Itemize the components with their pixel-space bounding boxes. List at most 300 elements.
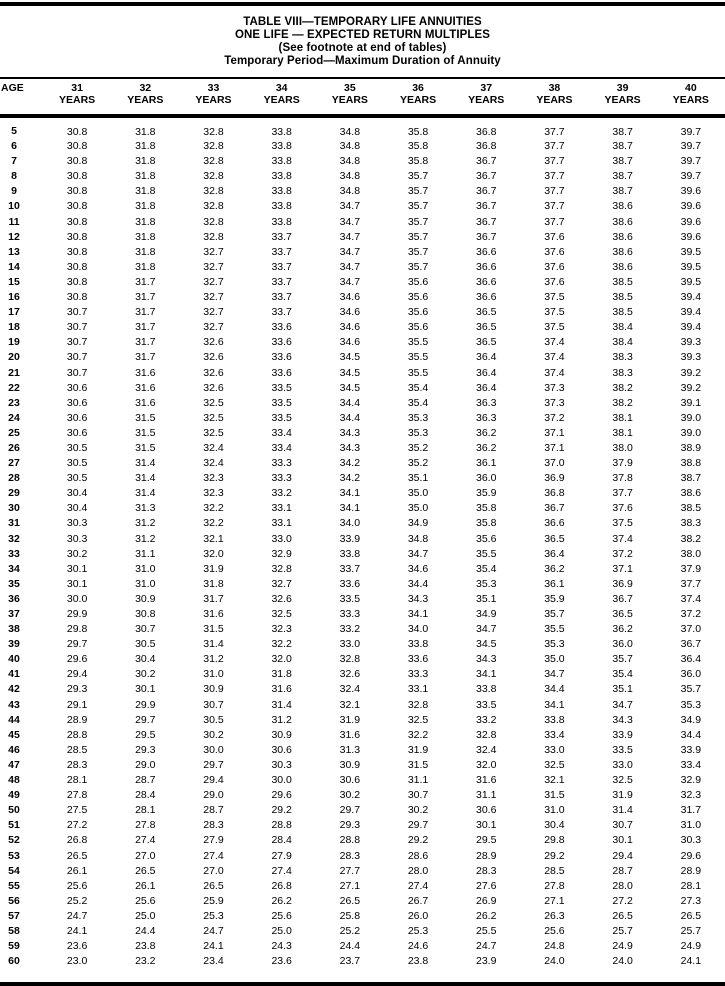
multiple-value-cell: 37.7 <box>612 487 633 500</box>
multiple-value-cell: 30.8 <box>66 230 88 243</box>
multiple-value-cell: 37.5 <box>544 291 565 304</box>
table-row <box>0 305 725 320</box>
age-cell: 47 <box>8 758 20 771</box>
multiple-value-cell: 37.9 <box>680 562 702 575</box>
multiple-value-cell: 31.5 <box>135 426 156 439</box>
multiple-value-cell: 30.6 <box>476 804 497 817</box>
year-unit-label: YEARS <box>127 93 164 106</box>
table-row <box>0 562 725 577</box>
multiple-value-cell: 39.4 <box>680 306 702 319</box>
age-cell: 56 <box>8 894 20 907</box>
multiple-value-cell: 34.3 <box>476 653 497 666</box>
multiple-value-cell: 37.6 <box>544 230 565 243</box>
multiple-value-cell: 38.3 <box>612 366 633 379</box>
multiple-value-cell: 31.8 <box>135 200 156 213</box>
multiple-value-cell: 35.3 <box>407 426 429 439</box>
table-body <box>0 116 725 969</box>
multiple-value-cell: 35.2 <box>407 457 429 470</box>
table-row <box>0 622 725 637</box>
year-column-header <box>316 78 384 116</box>
table-row <box>0 516 725 531</box>
age-cell: 26 <box>8 441 20 454</box>
multiple-value-cell: 36.4 <box>680 653 702 666</box>
multiple-value-cell: 36.1 <box>476 457 497 470</box>
multiple-value-cell: 33.8 <box>271 125 292 138</box>
multiple-value-cell: 31.4 <box>271 698 292 711</box>
multiple-value-cell: 29.3 <box>339 819 361 832</box>
multiple-value-cell: 29.6 <box>680 849 702 862</box>
multiple-value-cell: 33.4 <box>544 728 565 741</box>
multiple-value-cell: 38.7 <box>612 155 633 168</box>
multiple-value-cell: 28.1 <box>135 804 156 817</box>
multiple-value-cell: 30.8 <box>66 140 88 153</box>
multiple-value-cell: 35.1 <box>476 592 497 605</box>
age-cell: 15 <box>8 275 20 288</box>
age-cell: 48 <box>8 774 20 787</box>
multiple-value-cell: 29.1 <box>66 698 88 711</box>
multiple-value-cell: 30.9 <box>203 683 224 696</box>
table-row <box>0 290 725 305</box>
age-cell: 43 <box>8 698 20 711</box>
multiple-value-cell: 31.1 <box>476 789 497 802</box>
multiple-value-cell: 33.5 <box>271 396 292 409</box>
multiple-value-cell: 39.5 <box>680 260 702 273</box>
multiple-value-cell: 29.4 <box>203 774 224 787</box>
multiple-value-cell: 28.3 <box>203 819 224 832</box>
multiple-value-cell: 31.0 <box>203 668 224 681</box>
multiple-value-cell: 36.2 <box>476 441 497 454</box>
multiple-value-cell: 39.7 <box>680 155 702 168</box>
multiple-value-cell: 27.8 <box>544 879 565 892</box>
multiple-value-cell: 32.7 <box>203 275 224 288</box>
multiple-value-cell: 34.7 <box>339 230 361 243</box>
table-row <box>0 607 725 622</box>
annuity-table <box>0 77 725 969</box>
multiple-value-cell: 30.8 <box>66 260 88 273</box>
multiple-value-cell: 35.7 <box>612 653 633 666</box>
multiple-value-cell: 27.4 <box>407 879 429 892</box>
multiple-value-cell: 35.8 <box>407 155 429 168</box>
multiple-value-cell: 30.2 <box>66 547 88 560</box>
multiple-value-cell: 27.4 <box>135 834 156 847</box>
multiple-value-cell: 33.3 <box>271 472 292 485</box>
multiple-value-cell: 31.8 <box>135 185 156 198</box>
multiple-value-cell: 35.6 <box>407 321 429 334</box>
multiple-value-cell: 34.6 <box>339 321 361 334</box>
multiple-value-cell: 35.0 <box>407 487 429 500</box>
multiple-value-cell: 31.8 <box>135 155 156 168</box>
multiple-value-cell: 36.7 <box>476 170 497 183</box>
multiple-value-cell: 31.6 <box>135 366 156 379</box>
age-cell: 59 <box>8 940 20 953</box>
multiple-value-cell: 34.8 <box>339 185 361 198</box>
multiple-value-cell: 36.3 <box>476 411 497 424</box>
multiple-value-cell: 30.7 <box>203 698 224 711</box>
age-cell: 36 <box>8 592 20 605</box>
age-cell: 10 <box>8 200 20 213</box>
year-number: 33 <box>207 82 220 94</box>
multiple-value-cell: 37.4 <box>544 366 565 379</box>
multiple-value-cell: 32.7 <box>203 260 224 273</box>
multiple-value-cell: 37.1 <box>544 441 565 454</box>
table-row <box>0 320 725 335</box>
multiple-value-cell: 37.1 <box>612 562 633 575</box>
multiple-value-cell: 30.8 <box>66 155 88 168</box>
multiple-value-cell: 30.7 <box>66 321 88 334</box>
age-cell: 55 <box>8 879 20 892</box>
multiple-value-cell: 30.1 <box>66 577 88 590</box>
multiple-value-cell: 26.2 <box>476 909 497 922</box>
multiple-value-cell: 30.8 <box>66 215 88 228</box>
multiple-value-cell: 36.9 <box>612 577 633 590</box>
multiple-value-cell: 34.0 <box>339 517 361 530</box>
multiple-value-cell: 29.4 <box>612 849 633 862</box>
multiple-value-cell: 24.7 <box>203 924 224 937</box>
multiple-value-cell: 26.2 <box>271 894 292 907</box>
multiple-value-cell: 36.8 <box>476 125 497 138</box>
multiple-value-cell: 31.5 <box>407 758 429 771</box>
table-row <box>0 894 725 909</box>
multiple-value-cell: 36.5 <box>612 608 633 620</box>
multiple-value-cell: 33.6 <box>271 351 292 364</box>
multiple-value-cell: 38.6 <box>612 260 633 273</box>
multiple-value-cell: 39.7 <box>680 125 702 138</box>
multiple-value-cell: 26.8 <box>271 879 292 892</box>
multiple-value-cell: 27.4 <box>203 849 224 862</box>
multiple-value-cell: 33.6 <box>271 321 292 334</box>
multiple-value-cell: 38.2 <box>680 532 702 545</box>
multiple-value-cell: 26.1 <box>135 879 156 892</box>
multiple-value-cell: 36.0 <box>680 668 702 681</box>
multiple-value-cell: 28.1 <box>66 774 88 787</box>
multiple-value-cell: 34.8 <box>339 170 361 183</box>
multiple-value-cell: 38.1 <box>612 426 633 439</box>
multiple-value-cell: 26.5 <box>339 894 361 907</box>
table-row <box>0 849 725 864</box>
multiple-value-cell: 30.0 <box>66 592 88 605</box>
table-row <box>0 441 725 456</box>
multiple-value-cell: 32.8 <box>203 200 224 213</box>
multiple-value-cell: 32.6 <box>203 381 224 394</box>
multiple-value-cell: 33.8 <box>271 170 292 183</box>
multiple-value-cell: 35.4 <box>612 668 633 681</box>
multiple-value-cell: 34.4 <box>680 728 702 741</box>
period-caption: Temporary Period—Maximum Duration of Annuity <box>224 55 501 67</box>
multiple-value-cell: 28.9 <box>476 849 497 862</box>
multiple-value-cell: 29.9 <box>135 698 156 711</box>
multiple-value-cell: 39.0 <box>680 426 702 439</box>
table-header <box>0 78 725 116</box>
multiple-value-cell: 38.5 <box>680 502 702 515</box>
multiple-value-cell: 38.0 <box>612 441 633 454</box>
multiple-value-cell: 38.0 <box>680 547 702 560</box>
multiple-value-cell: 24.4 <box>135 924 156 937</box>
multiple-value-cell: 33.5 <box>271 411 292 424</box>
multiple-value-cell: 31.9 <box>612 789 633 802</box>
multiple-value-cell: 34.5 <box>339 351 361 364</box>
multiple-value-cell: 30.8 <box>66 125 88 138</box>
table-row <box>0 169 725 184</box>
multiple-value-cell: 25.0 <box>271 924 292 937</box>
multiple-value-cell: 27.3 <box>680 894 702 907</box>
multiple-value-cell: 30.8 <box>66 200 88 213</box>
multiple-value-cell: 28.9 <box>680 864 702 877</box>
multiple-value-cell: 25.6 <box>544 924 565 937</box>
multiple-value-cell: 36.7 <box>476 200 497 213</box>
multiple-value-cell: 31.8 <box>135 170 156 183</box>
multiple-value-cell: 39.5 <box>680 245 702 258</box>
multiple-value-cell: 25.2 <box>66 894 88 907</box>
multiple-value-cell: 25.6 <box>135 894 156 907</box>
multiple-value-cell: 27.2 <box>66 819 88 832</box>
multiple-value-cell: 26.9 <box>476 894 497 907</box>
multiple-value-cell: 33.9 <box>612 728 633 741</box>
multiple-value-cell: 27.8 <box>66 789 88 802</box>
multiple-value-cell: 31.2 <box>203 653 224 666</box>
multiple-value-cell: 31.8 <box>135 260 156 273</box>
table-row <box>0 909 725 924</box>
table-row <box>0 275 725 290</box>
multiple-value-cell: 33.8 <box>271 215 292 228</box>
multiple-value-cell: 36.5 <box>476 336 497 349</box>
multiple-value-cell: 33.8 <box>544 713 565 726</box>
multiple-value-cell: 32.0 <box>476 758 497 771</box>
multiple-value-cell: 38.5 <box>612 306 633 319</box>
multiple-value-cell: 34.6 <box>407 562 429 575</box>
multiple-value-cell: 26.7 <box>407 894 429 907</box>
multiple-value-cell: 27.1 <box>339 879 361 892</box>
year-column-header <box>43 78 111 116</box>
table-row <box>0 215 725 230</box>
multiple-value-cell: 34.3 <box>339 426 361 439</box>
multiple-value-cell: 29.9 <box>66 608 88 620</box>
age-cell: 52 <box>8 834 20 847</box>
multiple-value-cell: 35.3 <box>680 698 702 711</box>
multiple-value-cell: 37.6 <box>544 275 565 288</box>
multiple-value-cell: 28.0 <box>407 864 429 877</box>
table-row <box>0 698 725 713</box>
multiple-value-cell: 35.7 <box>407 200 429 213</box>
multiple-value-cell: 31.4 <box>612 804 633 817</box>
multiple-value-cell: 33.9 <box>680 743 702 756</box>
multiple-value-cell: 32.7 <box>203 306 224 319</box>
multiple-value-cell: 29.3 <box>66 683 88 696</box>
multiple-value-cell: 25.2 <box>339 924 361 937</box>
multiple-value-cell: 34.9 <box>680 713 702 726</box>
age-cell: 60 <box>8 955 20 968</box>
multiple-value-cell: 31.7 <box>135 306 156 319</box>
multiple-value-cell: 32.0 <box>271 653 292 666</box>
multiple-value-cell: 34.7 <box>339 245 361 258</box>
multiple-value-cell: 35.7 <box>407 185 429 198</box>
multiple-value-cell: 36.6 <box>544 517 565 530</box>
multiple-value-cell: 34.7 <box>339 275 361 288</box>
table-row <box>0 471 725 486</box>
multiple-value-cell: 28.8 <box>339 834 361 847</box>
age-cell: 46 <box>8 743 20 756</box>
multiple-value-cell: 37.2 <box>544 411 565 424</box>
multiple-value-cell: 32.8 <box>203 155 224 168</box>
multiple-value-cell: 32.5 <box>203 396 224 409</box>
multiple-value-cell: 35.5 <box>544 623 565 636</box>
multiple-value-cell: 30.1 <box>135 683 156 696</box>
table-row <box>0 335 725 350</box>
multiple-value-cell: 32.2 <box>203 502 224 515</box>
multiple-value-cell: 31.9 <box>203 562 224 575</box>
multiple-value-cell: 34.7 <box>407 547 429 560</box>
multiple-value-cell: 34.3 <box>407 592 429 605</box>
multiple-value-cell: 38.4 <box>612 321 633 334</box>
multiple-value-cell: 30.4 <box>135 653 156 666</box>
multiple-value-cell: 33.1 <box>407 683 429 696</box>
multiple-value-cell: 29.0 <box>135 758 156 771</box>
multiple-value-cell: 37.4 <box>612 532 633 545</box>
multiple-value-cell: 36.2 <box>476 426 497 439</box>
multiple-value-cell: 32.7 <box>203 321 224 334</box>
multiple-value-cell: 32.7 <box>271 577 292 590</box>
multiple-value-cell: 31.6 <box>135 396 156 409</box>
multiple-value-cell: 29.3 <box>135 743 156 756</box>
age-cell: 23 <box>8 396 20 409</box>
multiple-value-cell: 33.7 <box>339 562 361 575</box>
multiple-value-cell: 24.1 <box>680 955 702 968</box>
multiple-value-cell: 31.9 <box>339 713 361 726</box>
table-row <box>0 728 725 743</box>
age-cell: 22 <box>8 381 20 394</box>
multiple-value-cell: 31.0 <box>135 562 156 575</box>
multiple-value-cell: 37.5 <box>544 306 565 319</box>
age-cell: 25 <box>8 426 20 439</box>
multiple-value-cell: 29.0 <box>203 789 224 802</box>
multiple-value-cell: 33.0 <box>544 743 565 756</box>
age-cell: 13 <box>8 245 20 258</box>
multiple-value-cell: 30.3 <box>66 517 88 530</box>
age-cell: 29 <box>8 487 20 500</box>
multiple-value-cell: 34.4 <box>407 577 429 590</box>
multiple-value-cell: 29.5 <box>135 728 156 741</box>
table-row <box>0 486 725 501</box>
multiple-value-cell: 39.5 <box>680 275 702 288</box>
multiple-value-cell: 38.7 <box>612 125 633 138</box>
year-number: 40 <box>685 82 697 94</box>
age-cell: 27 <box>8 457 20 470</box>
multiple-value-cell: 36.2 <box>544 562 565 575</box>
multiple-value-cell: 37.4 <box>544 351 565 364</box>
multiple-value-cell: 33.8 <box>271 200 292 213</box>
multiple-value-cell: 35.1 <box>407 472 429 485</box>
multiple-value-cell: 38.6 <box>680 487 702 500</box>
year-unit-label: YEARS <box>536 93 573 106</box>
multiple-value-cell: 38.9 <box>680 441 702 454</box>
table-title-block <box>0 6 725 77</box>
multiple-value-cell: 25.5 <box>476 924 497 937</box>
multiple-value-cell: 38.8 <box>680 457 702 470</box>
multiple-value-cell: 31.0 <box>680 819 702 832</box>
bottom-rule <box>0 982 725 986</box>
multiple-value-cell: 31.2 <box>271 713 292 726</box>
multiple-value-cell: 37.9 <box>612 457 633 470</box>
multiple-value-cell: 36.4 <box>476 366 497 379</box>
multiple-value-cell: 30.6 <box>66 396 88 409</box>
multiple-value-cell: 33.7 <box>271 260 292 273</box>
multiple-value-cell: 27.6 <box>476 879 497 892</box>
year-number: 31 <box>71 82 83 94</box>
multiple-value-cell: 31.7 <box>135 291 156 304</box>
multiple-value-cell: 34.1 <box>476 668 497 681</box>
table-row <box>0 184 725 199</box>
multiple-value-cell: 23.8 <box>135 940 156 953</box>
multiple-value-cell: 33.8 <box>271 185 292 198</box>
multiple-value-cell: 32.3 <box>680 789 702 802</box>
multiple-value-cell: 33.3 <box>271 457 292 470</box>
multiple-value-cell: 39.4 <box>680 321 702 334</box>
multiple-value-cell: 29.5 <box>476 834 497 847</box>
multiple-value-cell: 24.1 <box>203 940 224 953</box>
multiple-value-cell: 31.5 <box>544 789 565 802</box>
multiple-value-cell: 34.5 <box>339 366 361 379</box>
multiple-value-cell: 28.3 <box>66 758 88 771</box>
age-cell: 49 <box>8 789 20 802</box>
multiple-value-cell: 31.7 <box>135 321 156 334</box>
multiple-value-cell: 24.4 <box>339 940 361 953</box>
multiple-value-cell: 39.0 <box>680 411 702 424</box>
multiple-value-cell: 37.7 <box>544 170 565 183</box>
multiple-value-cell: 32.4 <box>203 441 224 454</box>
multiple-value-cell: 39.7 <box>680 170 702 183</box>
multiple-value-cell: 31.6 <box>135 381 156 394</box>
multiple-value-cell: 35.7 <box>407 245 429 258</box>
multiple-value-cell: 30.3 <box>66 532 88 545</box>
multiple-value-cell: 35.2 <box>407 441 429 454</box>
multiple-value-cell: 35.8 <box>476 517 497 530</box>
multiple-value-cell: 36.0 <box>612 638 633 651</box>
multiple-value-cell: 32.6 <box>339 668 361 681</box>
multiple-value-cell: 31.3 <box>135 502 156 515</box>
multiple-value-cell: 37.6 <box>544 245 565 258</box>
table-row <box>0 682 725 697</box>
multiple-value-cell: 31.4 <box>135 472 156 485</box>
multiple-value-cell: 33.5 <box>476 698 497 711</box>
multiple-value-cell: 38.6 <box>612 200 633 213</box>
multiple-value-cell: 31.5 <box>135 441 156 454</box>
multiple-value-cell: 32.1 <box>203 532 224 545</box>
multiple-value-cell: 29.2 <box>544 849 565 862</box>
footnote-reference: (See footnote at end of tables) <box>278 42 447 54</box>
multiple-value-cell: 30.7 <box>66 336 88 349</box>
multiple-value-cell: 35.7 <box>407 260 429 273</box>
multiple-value-cell: 31.2 <box>135 517 156 530</box>
multiple-value-cell: 34.4 <box>544 683 565 696</box>
multiple-value-cell: 32.0 <box>203 547 224 560</box>
multiple-value-cell: 37.7 <box>544 185 565 198</box>
multiple-value-cell: 36.6 <box>476 275 497 288</box>
multiple-value-cell: 30.6 <box>339 774 361 787</box>
multiple-value-cell: 30.2 <box>407 804 429 817</box>
year-unit-label: YEARS <box>195 93 232 106</box>
age-column-header: AGE <box>0 78 43 116</box>
age-cell: 45 <box>8 728 20 741</box>
multiple-value-cell: 37.4 <box>680 592 702 605</box>
multiple-value-cell: 32.9 <box>680 774 702 787</box>
multiple-value-cell: 25.7 <box>680 924 702 937</box>
year-unit-label: YEARS <box>263 93 300 106</box>
age-cell: 53 <box>8 849 20 862</box>
table-row <box>0 411 725 426</box>
table-row <box>0 954 725 969</box>
age-cell: 51 <box>8 819 20 832</box>
table-row <box>0 803 725 818</box>
age-cell: 8 <box>11 170 17 183</box>
